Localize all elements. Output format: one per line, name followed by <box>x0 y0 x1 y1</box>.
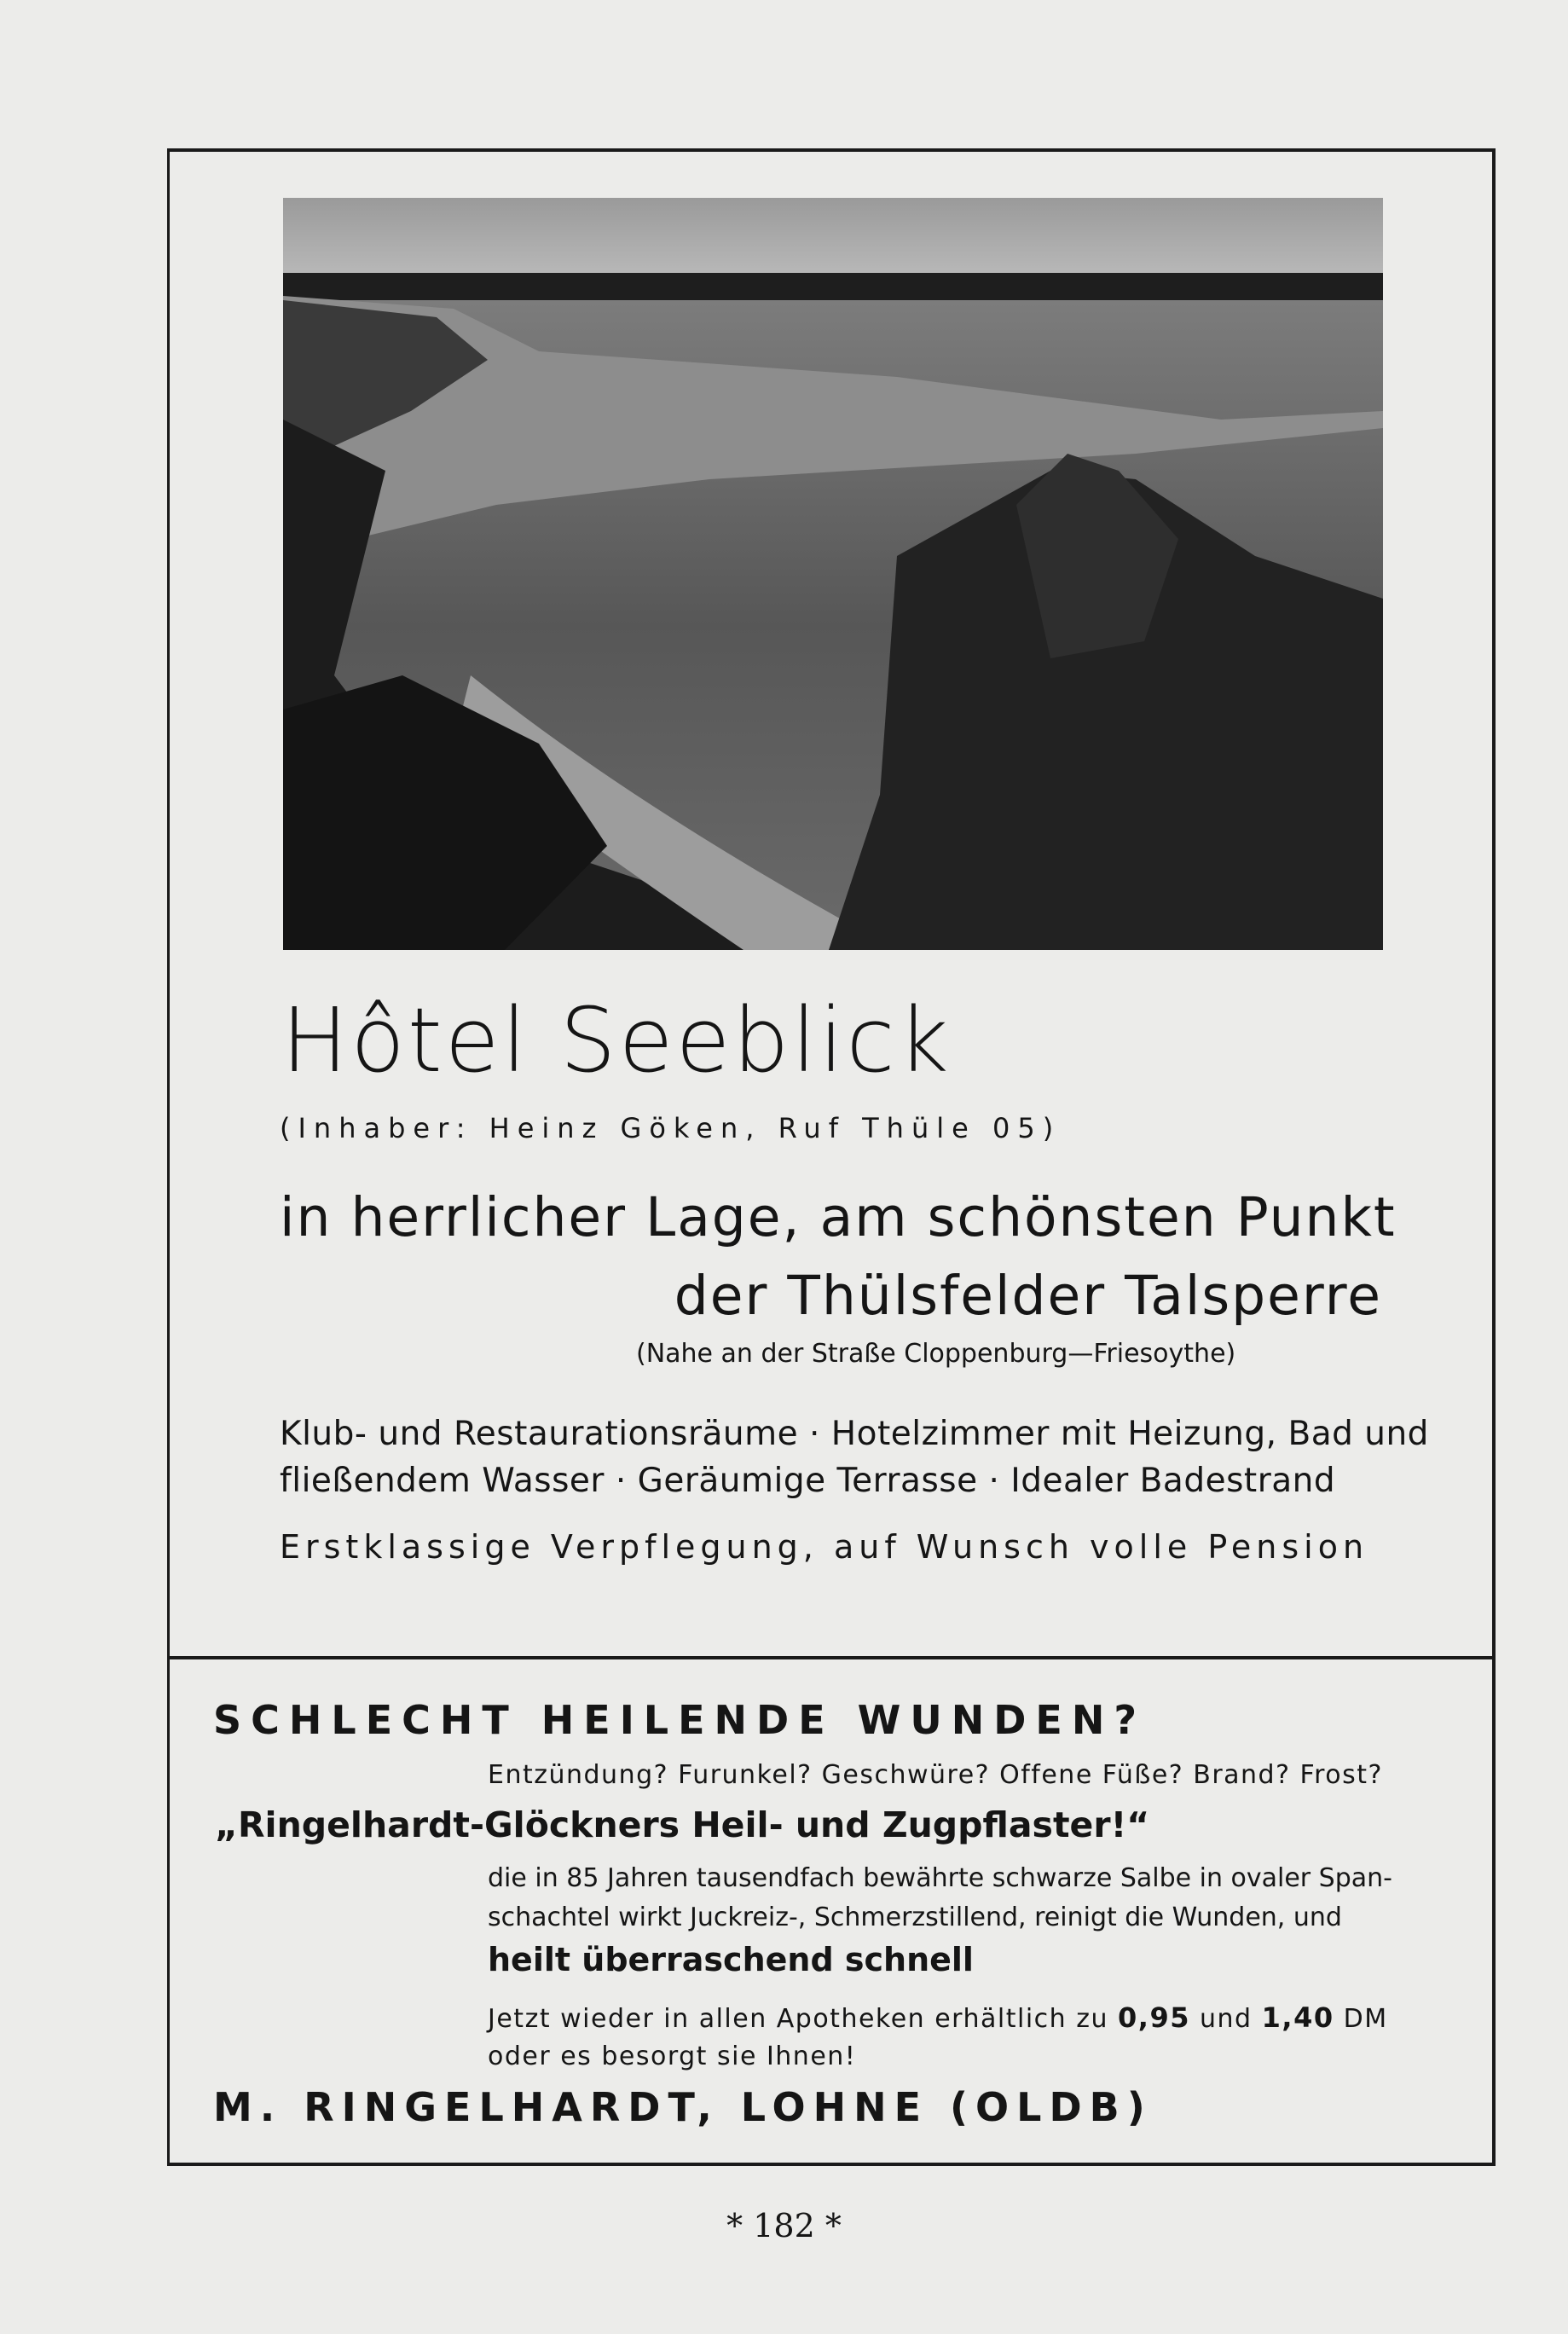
page-number: * 182 * <box>726 2207 842 2244</box>
desc-line-1: die in 85 Jahren tausendfach bewährte schwarze Salbe in ovaler Span- <box>488 1863 1392 1893</box>
location-line-2: der Thülsfelder Talsperre <box>674 1265 1382 1327</box>
price-line-1 <box>488 1999 1388 2038</box>
ad-company: M. RINGELHARDT, LOHNE (OLDB) <box>213 2084 1153 2130</box>
section-divider <box>167 1656 1496 1659</box>
location-line-1: in herrlicher Lage, am schönsten Punkt <box>280 1186 1397 1248</box>
lake-photo <box>283 198 1383 950</box>
price-prefix: Jetzt wieder in allen Apotheken erhältlich zu <box>488 2004 1108 2034</box>
price-small: 0,95 <box>1118 2001 1190 2034</box>
price-large: 1,40 <box>1261 2001 1334 2034</box>
ad-product-name: „Ringelhardt-Glöckners Heil- und Zugpflaster!“ <box>215 1804 1150 1845</box>
hotel-name: Hôtel Seeblick <box>281 988 952 1092</box>
hotel-catering: Erstklassige Verpflegung, auf Wunsch volle Pension <box>280 1528 1369 1566</box>
price-line-2: oder es besorgt sie Ihnen! <box>488 2042 857 2071</box>
hotel-features <box>280 1410 1429 1504</box>
features-line-1: Klub- und Restaurationsräume · Hotelzimmer mit Heizung, Bad und <box>280 1415 1429 1453</box>
ad-symptoms: Entzündung? Furunkel? Geschwüre? Offene Füße? Brand? Frost? <box>488 1760 1383 1790</box>
features-line-2: fließendem Wasser · Geräumige Terrasse · Idealer Badestrand <box>280 1462 1336 1500</box>
ad-price <box>488 1999 1388 2076</box>
hotel-owner: (Inhaber: Heinz Göken, Ruf Thüle 05) <box>280 1112 1062 1144</box>
ad-claim: heilt überraschend schnell <box>488 1941 974 1978</box>
location-nearby: (Nahe an der Straße Cloppenburg—Friesoythe) <box>636 1339 1236 1369</box>
desc-line-2: schachtel wirkt Juckreiz-, Schmerzstillend, reinigt die Wunden, und <box>488 1903 1342 1932</box>
ad-description <box>488 1859 1392 1937</box>
price-and: und <box>1200 2004 1253 2034</box>
ad-headline: SCHLECHT HEILENDE WUNDEN? <box>213 1697 1147 1743</box>
price-unit: DM <box>1343 2004 1388 2034</box>
